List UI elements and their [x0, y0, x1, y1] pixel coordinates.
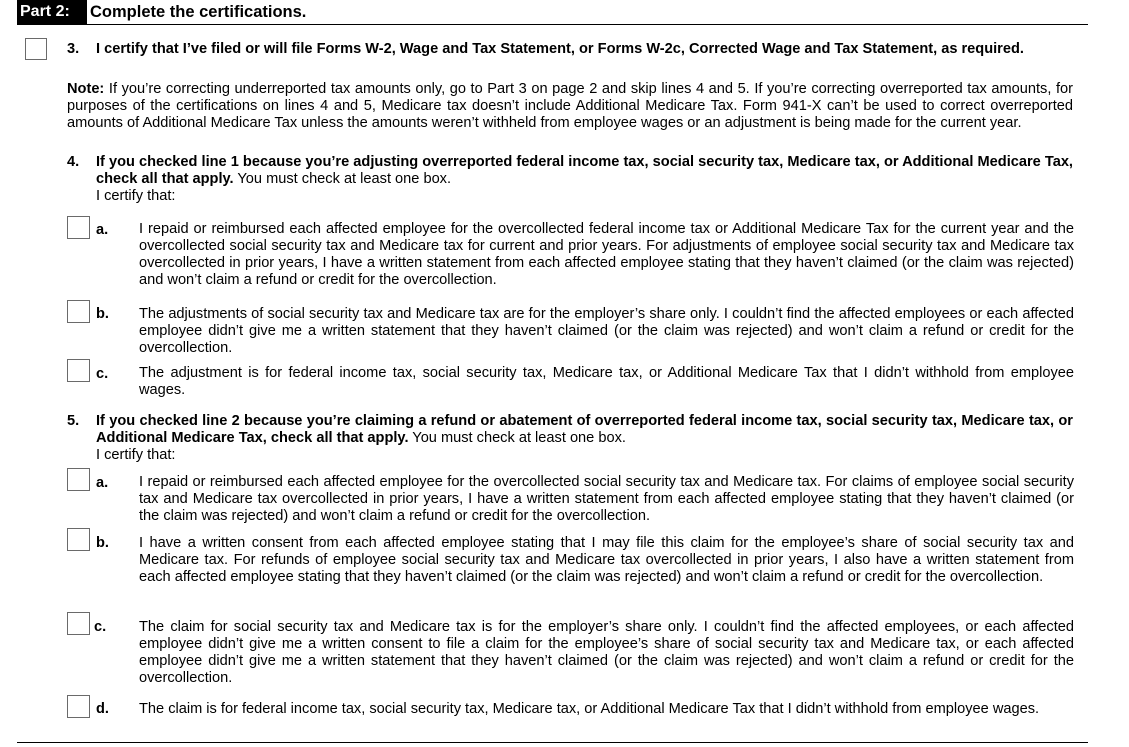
line4b-text: The adjustments of social security tax and Medicare tax are for the employer’s share only. I couldn’t find the affected employees or each affected employee didn’t give me a written statement that they haven’t claimed (or the claim was rejected) and won’t claim a refund or credit for the overcollection. — [139, 306, 1074, 356]
line3-note — [67, 81, 1073, 132]
line5a-text: I repaid or reimbursed each affected employee for the overcollected social security tax and Medicare tax. For claims of employee social security tax and Medicare tax overcollected in prior years, I have a written statement from each affected employee stating that they haven’t claimed (or the claim was rejected) and won’t claim a refund or credit for the overcollection. — [139, 474, 1074, 524]
line5-heading — [96, 413, 1073, 447]
line5b-text: I have a written consent from each affected employee stating that I may file this claim for the employee’s share of social security tax and Medicare tax. For refunds of employee social security tax and Medicare tax overcollected in prior years, I also have a written statement from each affected employee stating that they haven’t claimed (or the claim was rejected) and won’t claim a refund or credit for the overcollection. — [139, 535, 1074, 585]
line5d-checkbox[interactable] — [67, 695, 90, 718]
line5a-letter: a. — [96, 475, 109, 491]
line4-heading-plain: You must check at least one box. — [237, 171, 452, 187]
line4-heading-bold: If you checked line 1 because you’re adjusting overreported federal income tax, social security tax, Medicare tax, or Additional Medicare Tax, check all that apply. — [96, 154, 1073, 187]
note-text: If you’re correcting underreported tax amounts only, go to Part 3 on page 2 and skip lines 4 and 5. If you’re correcting overreported tax amounts, for purposes of the certifications on lines 4 and 5, Medicare tax doesn’t include Additional Medicare Tax. Form 941-X can’t be used to correct overreported amounts of Additional Medicare Tax unless the amounts weren’t withheld from employee wages or an adjustment is being made for the current year. — [67, 81, 1073, 131]
part-header — [17, 0, 1088, 25]
line4a-letter: a. — [96, 222, 109, 238]
line5-heading-plain: You must check at least one box. — [412, 430, 626, 446]
line3-checkbox[interactable] — [25, 38, 47, 60]
line5b-letter: b. — [96, 535, 109, 551]
line5c-text: The claim for social security tax and Medicare tax is for the employer’s share only. I couldn’t find the affected employees, or each affected employee didn’t give me a written consent to file a claim for the employee’s share of social security tax and Medicare tax, or each affected employee didn’t give me a written statement that they haven’t claimed (or the claim was rejected) and won’t claim a refund or credit for the overcollection. — [139, 619, 1074, 686]
line4b-letter: b. — [96, 306, 109, 322]
line5a-checkbox[interactable] — [67, 468, 90, 491]
line4b-checkbox[interactable] — [67, 300, 90, 323]
line4-number: 4. — [67, 154, 80, 170]
line5c-checkbox[interactable] — [67, 612, 90, 635]
line3-statement: I certify that I’ve filed or will file Forms W-2, Wage and Tax Statement, or Forms W-2c, Corrected Wage and Tax Statement, as required. — [96, 41, 1024, 57]
line4-heading — [96, 154, 1073, 188]
line4-certify: I certify that: — [96, 188, 176, 204]
line5d-text: The claim is for federal income tax, social security tax, Medicare tax, or Additional Medicare Tax that I didn’t withhold from employee wages. — [139, 701, 1040, 717]
line5c-letter: c. — [94, 619, 107, 635]
line5b-checkbox[interactable] — [67, 528, 90, 551]
part-label: Part 2: — [17, 0, 87, 24]
line5-certify: I certify that: — [96, 447, 176, 463]
note-label: Note: — [67, 81, 105, 97]
line4c-text: The adjustment is for federal income tax, social security tax, Medicare tax, or Additional Medicare Tax that I didn’t withhold from employee wages. — [139, 365, 1074, 398]
line3-number: 3. — [67, 41, 80, 57]
line4c-letter: c. — [96, 366, 109, 382]
line5-number: 5. — [67, 413, 80, 429]
line4c-checkbox[interactable] — [67, 359, 90, 382]
line5-heading-bold: If you checked line 2 because you’re claiming a refund or abatement of overreported federal income tax, social security tax, Medicare tax, or Additional Medicare Tax, check all that apply. — [96, 413, 1073, 446]
line4a-text: I repaid or reimbursed each affected employee for the overcollected federal income tax or Additional Medicare Tax for the current year and the overcollected social security tax and Medicare tax for current and prior years. For adjustments of employee social security tax and Medicare tax overcollected in prior years, I have a written statement from each affected employee stating that they haven’t claimed (or the claim was rejected) and won’t claim a refund or credit for the overcollection. — [139, 221, 1074, 288]
bottom-rule — [17, 742, 1088, 743]
line4a-checkbox[interactable] — [67, 216, 90, 239]
part-title: Complete the certifications. — [90, 3, 307, 21]
line5d-letter: d. — [96, 701, 109, 717]
